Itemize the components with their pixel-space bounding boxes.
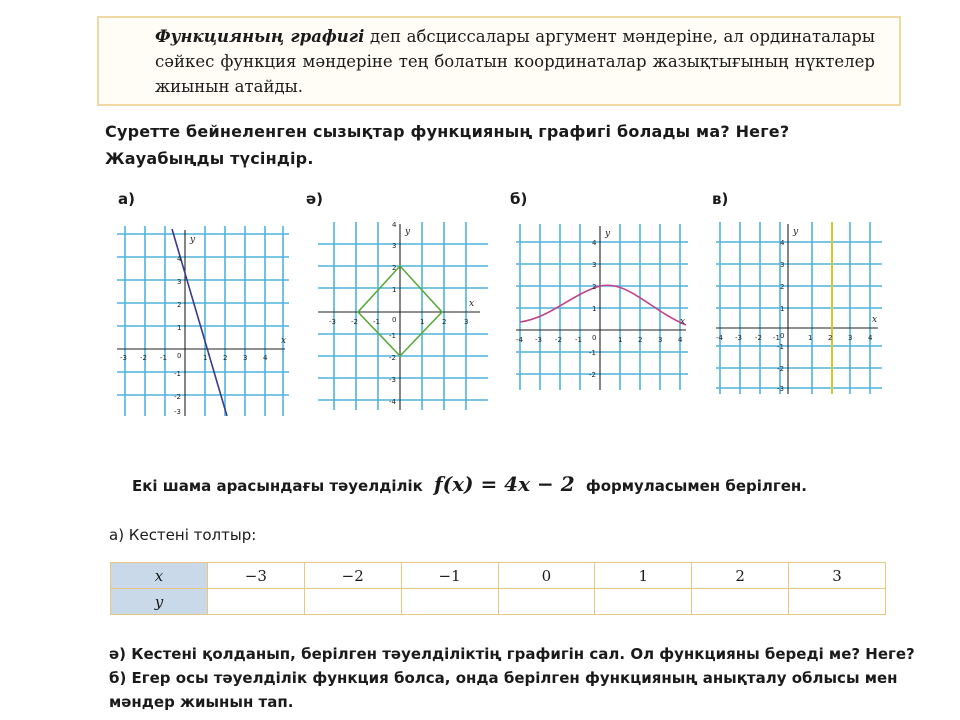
graph-v-label: в)	[712, 190, 729, 208]
task-b-text-cont: мәндер жиынын тап.	[109, 693, 294, 711]
graph-ae-ytick: 4	[392, 222, 397, 229]
graph-a-xtick: 2	[223, 354, 228, 362]
graph-ae-ytick: 1	[392, 286, 397, 294]
graph-a-ytick: -2	[174, 393, 181, 401]
task-b-text: б) Егер осы тәуелділік функция болса, онда берілген функцияның анықталу облысы мен	[109, 669, 898, 687]
graph-a-xtick: 1	[203, 354, 208, 362]
graph-v-grid	[716, 222, 882, 394]
graph-b	[516, 224, 688, 390]
graph-ae-ytick: -2	[389, 354, 396, 362]
graph-b-ytick: 4	[592, 239, 597, 247]
graph-b-xtick: 3	[658, 336, 663, 344]
graph-ae-label: ә)	[306, 190, 324, 208]
graph-ae-ytick: -1	[389, 332, 396, 340]
graph-v-xtick: 2	[828, 334, 833, 342]
graph-ae-xtick: -3	[329, 318, 336, 326]
graph-b-ytick: 1	[592, 305, 597, 313]
graph-v-xtick: 1	[808, 334, 813, 342]
graph-v-xlabel: x	[872, 315, 878, 325]
graph-b-xtick: -3	[535, 336, 542, 344]
table-header-x: x	[111, 563, 208, 589]
graph-v-xtick: -4	[716, 334, 723, 342]
graph-a-xtick: -2	[140, 354, 147, 362]
graph-v-xtick: -2	[755, 334, 762, 342]
table-cell-y	[789, 589, 886, 615]
table-header-y: y	[111, 589, 208, 615]
task-ae-text: ә) Кестені қолданып, берілген тәуелділіктің графигін сал. Ол функцияны береді ме? Неге?	[109, 645, 915, 663]
formula-intro: Екі шама арасындағы тәуелділік	[132, 477, 423, 495]
graph-ae-svg	[318, 222, 488, 410]
table-cell-y	[498, 589, 595, 615]
graph-a-ytick: 3	[177, 278, 182, 286]
graph-ae-ylabel: y	[405, 227, 411, 237]
graph-ae-ytick: 2	[392, 264, 397, 272]
formula-expression: f(x) = 4x − 2	[434, 472, 575, 496]
graph-v-ytick: 3	[780, 261, 785, 269]
graph-a-origin: 0	[177, 352, 182, 360]
graph-v-xtick: 4	[868, 334, 873, 342]
graph-b-xtick: -1	[575, 336, 582, 344]
graph-v-ytick: -1	[777, 343, 784, 351]
graph-b-xtick: 2	[638, 336, 643, 344]
table-cell-x: −3	[207, 563, 304, 589]
task-b-block	[109, 642, 915, 714]
graph-b-grid	[516, 224, 688, 390]
graph-a-ytick: 2	[177, 301, 182, 309]
graph-ae-origin: 0	[392, 316, 397, 324]
table-cell-y	[304, 589, 401, 615]
graph-ae-ytick: -3	[389, 376, 396, 384]
definition-term: Функцияның графигі	[155, 27, 365, 46]
graph-a-ytick: -3	[174, 408, 181, 416]
table-cell-x: 0	[498, 563, 595, 589]
graph-b-label: б)	[510, 190, 528, 208]
graph-v-ytick: -3	[777, 385, 784, 393]
graph-b-xtick: 1	[618, 336, 623, 344]
graph-v-ytick: 4	[780, 239, 785, 247]
graph-v	[716, 222, 882, 394]
graph-b-xtick: -2	[555, 336, 562, 344]
definition-body: деп абсциссалары аргумент мәндеріне, ал ординаталары сәйкес функция мәндеріне тең болатын координаталар жазықтығының нүктелер жиынын атайды.	[155, 27, 875, 96]
graph-ae-ytick: 3	[392, 242, 397, 250]
table-cell-x: 2	[692, 563, 789, 589]
graph-a-xtick: 4	[263, 354, 268, 362]
graph-ae-xtick: 3	[464, 318, 469, 326]
graph-a-ytick: 1	[177, 324, 182, 332]
graph-a-label: а)	[118, 190, 135, 208]
question-text: Суретте бейнеленген сызықтар функцияның графигі болады ма? Неге? Жауабыңды түсіндір.	[105, 122, 790, 168]
table-cell-y	[692, 589, 789, 615]
graph-v-origin: 0	[780, 332, 785, 340]
graph-b-ytick: -2	[589, 371, 596, 379]
graph-a	[117, 226, 289, 416]
graph-v-ytick: -2	[777, 365, 784, 373]
graph-ae-ytick: -4	[389, 398, 396, 406]
graph-a-ytick: -1	[174, 370, 181, 378]
graph-b-xlabel: x	[680, 317, 686, 327]
graph-v-ytick: 1	[780, 305, 785, 313]
graph-b-origin: 0	[592, 334, 597, 342]
formula-outro: формуласымен берілген.	[585, 477, 807, 495]
task-a-text: а) Кестені толтыр:	[109, 526, 257, 544]
graph-v-ytick: 2	[780, 283, 785, 291]
graph-a-grid	[117, 226, 289, 416]
graph-a-svg	[117, 226, 289, 416]
graph-b-ytick: 3	[592, 261, 597, 269]
graph-a-ytick: 4	[177, 255, 182, 263]
formula-line	[132, 472, 807, 496]
table-cell-y	[207, 589, 304, 615]
graph-ae-xtick: -1	[373, 318, 380, 326]
graph-ae-xlabel: x	[469, 299, 475, 309]
graph-v-svg	[716, 222, 882, 394]
table-cell-x: 1	[595, 563, 692, 589]
graph-b-ytick: 2	[592, 283, 597, 291]
table-cell-x: −1	[401, 563, 498, 589]
definition-text	[155, 24, 875, 99]
graph-v-xtick: 3	[848, 334, 853, 342]
graph-a-ylabel: y	[190, 235, 196, 245]
graph-ae-xtick: 2	[442, 318, 447, 326]
graph-ae	[318, 222, 488, 410]
graph-a-xtick: -1	[160, 354, 167, 362]
table-cell-x: 3	[789, 563, 886, 589]
definition-box	[97, 16, 901, 106]
graph-b-curve	[520, 285, 686, 325]
table-cell-y	[595, 589, 692, 615]
graph-b-ytick: -1	[589, 349, 596, 357]
values-table	[110, 562, 886, 615]
graph-ae-xtick: -2	[351, 318, 358, 326]
table-row-x	[111, 563, 886, 589]
graph-v-xtick: -3	[735, 334, 742, 342]
table-cell-y	[401, 589, 498, 615]
table-row-y	[111, 589, 886, 615]
graph-v-xtick: -1	[773, 334, 780, 342]
graph-v-ylabel: y	[793, 227, 799, 237]
table-cell-x: −2	[304, 563, 401, 589]
graph-a-xlabel: x	[281, 336, 287, 346]
graph-b-ylabel: y	[605, 229, 611, 239]
graph-a-xtick: 3	[243, 354, 248, 362]
graph-b-svg	[516, 224, 688, 390]
graph-ae-grid	[318, 222, 488, 410]
graph-b-xtick: -4	[516, 336, 523, 344]
graph-b-xtick: 4	[678, 336, 683, 344]
graph-a-xtick: -3	[120, 354, 127, 362]
graph-ae-xtick: 1	[420, 318, 425, 326]
